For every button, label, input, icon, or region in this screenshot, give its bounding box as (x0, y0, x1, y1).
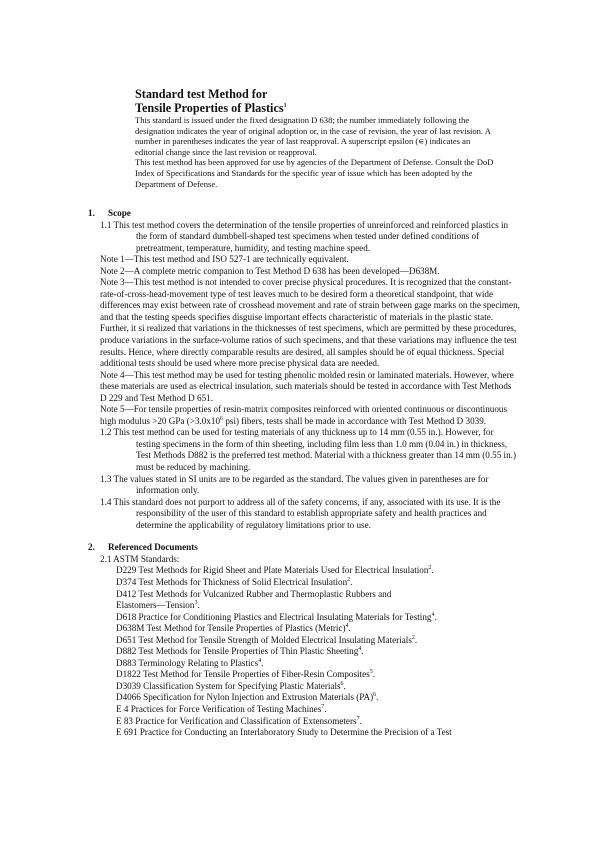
reference-item (88, 669, 520, 681)
reference-item (88, 681, 520, 693)
section-title: Referenced Documents (108, 542, 198, 553)
paragraph-1-3: 1.3 The values stated in SI units are to be regarded as the standard. The values given in parentheses are for information only. (100, 473, 489, 496)
reference-end: . (324, 703, 327, 714)
reference-end: . (376, 692, 379, 703)
reference-end: . (372, 669, 375, 680)
document-body (88, 208, 520, 739)
reference-text: D374 Test Methods for Thickness of Solid Electrical Insulation (116, 576, 348, 587)
paragraph-1-2: 1.2 This test method can be used for testing materials of any thickness up to 14 mm (0.55 in.). However, for testing specimens in the form of thin sheeting, including film less than 1.0 mm (0.04 in.) in thickness, Test Methods D882 is the preferred test method. Material with a thickness greater than 14 mm (0.55 in.) must be reduced by machining. (100, 427, 516, 473)
reference-text: D1822 Test Method for Tensile Properties of Fiber-Resin Composites (116, 669, 370, 680)
exponent: 6 (220, 415, 224, 422)
reference-text: D618 Practice for Conditioning Plastics and Electrical Insulating Materials for Testing (116, 611, 432, 622)
reference-text: D412 Test Methods for Vulcanized Rubber and Thermoplastic Rubbers and (116, 588, 392, 599)
title-line-1: Standard test Method for (135, 87, 268, 101)
reference-text: E 4 Practices for Force Verification of Testing Machines (116, 703, 322, 714)
reference-text: D883 Terminology Relating to Plastics (116, 657, 259, 668)
reference-item (88, 692, 520, 704)
footnote-marker: 3 (194, 600, 198, 606)
note-3: Note 3—This test method is not intended to cover precise physical procedures. It is recognized that the constant-rate-of-cross-head-movement type of test leaves much to be desired form a theoretical standpoint, that wide differences may exist between rate of crosshead movement and rate of strain between gage marks on the specimen, and that the testing speeds specifies disguise important effects characteristic of materials in the plastic state. Further, it si realized that variations in the thicknesses of test specimens, which are permitted by these procedures, produce variations in the surface-volume ratios of such specimens, and that these variations may influence the test results. Hence, where directly comparable results are desired, all samples should be of equal thickness. Special additional tests should be used where more precise physical data are needed. (100, 277, 520, 369)
footnote-marker: 4 (431, 611, 435, 618)
reference-end: . (348, 623, 351, 634)
reference-item (88, 658, 520, 670)
reference-end: . (350, 576, 353, 587)
reference-item (88, 716, 520, 728)
reference-item (88, 704, 520, 716)
footnote-marker: 6 (340, 680, 344, 687)
section-heading-scope (88, 208, 520, 220)
reference-item (88, 565, 520, 577)
reference-end: . (359, 715, 362, 726)
reference-item (88, 635, 520, 647)
title-footnote-marker: 1 (283, 102, 287, 109)
reference-item (88, 623, 520, 635)
reference-item (88, 589, 520, 601)
reference-item (88, 612, 520, 624)
note-5-text-b: psi) fibers, tests shall be made in accordance with Test Method D 3039. (223, 415, 487, 426)
note-5-text-a: Note 5—For tensile properties of resin-matrix composites reinforced with oriented continuous or discontinuous high modulus >20 GPa (>3.0x10 (100, 404, 507, 426)
footnote-marker: 2 (347, 576, 351, 583)
footnote-marker: 4 (345, 623, 349, 630)
section-title: Scope (108, 208, 131, 218)
reference-end: . (434, 611, 437, 622)
paragraph-2-1: 2.1 ASTM Standards: (100, 553, 180, 564)
reference-text: D229 Test Methods for Rigid Sheet and Plate Materials Used for Electrical Insulation (116, 565, 429, 576)
paragraph-1-4: 1.4 This standard does not purport to address all of the safety concerns, if any, associated with its use. It is the responsibility of the user of this standard to establish appropriate safety and health practices and determine the applicability of regulatory limitations prior to use. (100, 496, 501, 530)
reference-text: E 83 Practice for Verification and Classification of Extensometers (116, 715, 357, 726)
footnote-marker: 4 (358, 646, 362, 653)
note-4: Note 4—This test method may be used for testing phenolic molded resin or laminated materials. However, where these materials are used as electrical insulation, such materials should be tested in accordance with Test Methods D 229 and Test Method D 651. (100, 369, 514, 403)
reference-list (88, 565, 520, 738)
paragraph-1-1: 1.1 This test method covers the determination of the tensile properties of unreinforced and reinforced plastics in the form of standard dumbbell-shaped test specimens when tested under defined conditions of pretreatment, temperature, humidity, and testing machine speed. (100, 219, 509, 253)
section-number: 1. (88, 208, 95, 218)
reference-item (88, 600, 520, 612)
footnote-marker: 6 (373, 692, 377, 699)
reference-text: D4066 Specification for Nylon Injection and Extrusion Materials (PA) (116, 692, 374, 703)
reference-end: . (343, 680, 346, 691)
footnote-marker: 7 (356, 715, 360, 722)
reference-end: . (361, 646, 364, 657)
footnote-marker: 2 (411, 634, 415, 641)
approval-paragraph: This test method has been approved for use by agencies of the Department of Defense. Consult the DoD Index of Specifications and Standards for the specific year of issue which has been adopted by the Department of Defense. (135, 157, 494, 189)
reference-text: D638M Test Method for Tensile Properties of Plastics (Metric) (116, 623, 346, 634)
reference-text: D882 Test Methods for Tensile Properties of Thin Plastic Sheeting (116, 646, 359, 657)
title-line-2-text: Tensile Properties of Plastics (135, 101, 284, 115)
footnote-marker: 2 (428, 565, 432, 572)
section-number: 2. (88, 542, 95, 553)
note-1: Note 1—This test method and ISO 527-1 are technically equivalent. (100, 254, 349, 265)
reference-end: . (197, 600, 200, 611)
reference-text: D651 Test Method for Tensile Strength of Molded Electrical Insulating Materials (116, 634, 412, 645)
reference-end: . (431, 565, 434, 576)
note-5 (88, 404, 520, 427)
designation-paragraph: This standard is issued under the fixed designation D 638; the number immediately following the designation indicates the year of original adoption or, in the case of revision, the year of last revision. A number in parentheses indicates the year of last reapproval. A superscript epsilon (∊) indicates an editorial change since the last revision or reapproval. (135, 115, 491, 157)
section-spacer (88, 531, 520, 542)
note-2: Note 2—A complete metric companion to Test Method D 638 has been developed—D638M. (100, 265, 440, 276)
title-line-2 (135, 101, 495, 115)
reference-end: . (261, 657, 264, 668)
reference-end: . (414, 634, 418, 645)
section-heading-references (88, 542, 520, 554)
reference-item (88, 727, 520, 739)
reference-text: Elastomers—Tension (116, 600, 195, 611)
footnote-marker: 5 (369, 669, 373, 676)
reference-text: D3039 Classification System for Specifying Plastic Materials (116, 680, 341, 691)
document-header (135, 87, 495, 189)
footnote-marker: 4 (258, 657, 262, 664)
footnote-marker: 7 (321, 703, 325, 710)
reference-text: E 691 Practice for Conducting an Interlaboratory Study to Determine the Precision of a Test (116, 727, 452, 738)
reference-item (88, 646, 520, 658)
reference-item (88, 577, 520, 589)
